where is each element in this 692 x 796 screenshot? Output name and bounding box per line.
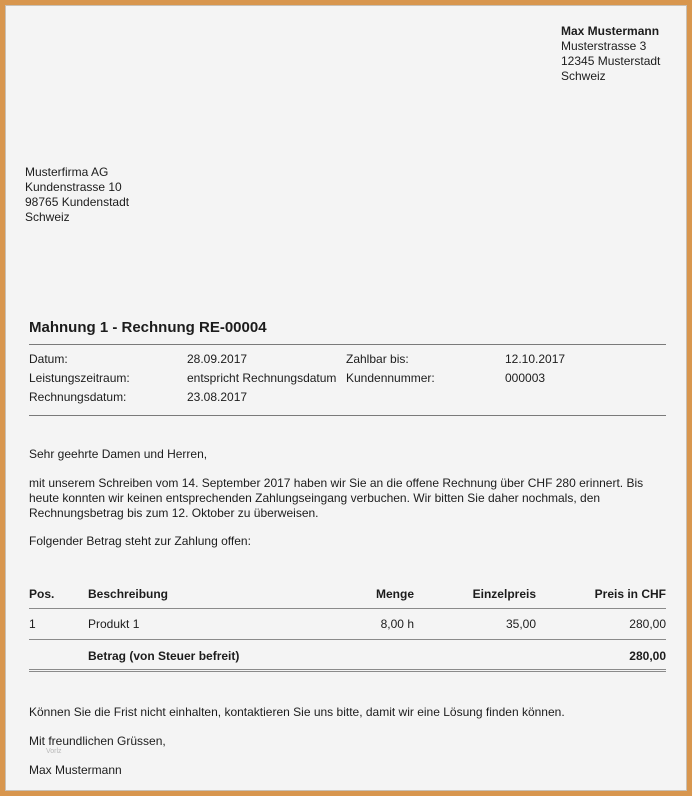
table-header-row: [29, 583, 666, 609]
rechnung-value: 23.08.2017: [187, 390, 248, 404]
col-pos: Pos.: [29, 583, 88, 609]
table-row: [29, 609, 666, 640]
recipient-street: Kundenstrasse 10: [25, 180, 122, 194]
recipient-city: 98765 Kundenstadt: [25, 195, 130, 209]
datum-value: 28.09.2017: [187, 352, 248, 366]
sender-name: Max Mustermann: [561, 24, 660, 38]
invoice-page: [5, 5, 687, 791]
items-table: [29, 583, 666, 672]
leistung-value: entspricht Rechnungsdatum: [187, 371, 337, 385]
regards: Mit freundlichen Grüssen,: [29, 734, 166, 748]
signature: Max Mustermann: [29, 763, 122, 777]
sender-street: Musterstrasse 3: [561, 39, 647, 53]
recipient-country: Schweiz: [25, 210, 70, 224]
col-menge: Menge: [294, 583, 414, 609]
title-divider: [29, 344, 666, 345]
kunde-label: Kundennummer:: [346, 371, 435, 385]
row-menge: 8,00 h: [294, 609, 414, 640]
document-title: Mahnung 1 - Rechnung RE-00004: [29, 319, 267, 336]
greeting: Sehr geehrte Damen und Herren,: [29, 447, 208, 461]
recipient-company: Musterfirma AG: [25, 165, 109, 179]
col-beschreibung: Beschreibung: [88, 583, 294, 609]
total-spacer: [29, 640, 88, 671]
datum-label: Datum:: [29, 352, 68, 366]
reminder-paragraph: mit unserem Schreiben vom 14. September 2017 haben wir Sie an die offene Rechnung über CHF 280 erinnert. Bis heute konnten wir keinen entsprechenden Zahlungseingang verbuchen. Wir bitten Sie daher nochmals, den Rechnungsbetrag bis zum 12. Oktober zu überweisen.: [29, 476, 644, 520]
closing-text: Können Sie die Frist nicht einhalten, kontaktieren Sie uns bitte, damit wir eine Lösung finden können.: [29, 705, 565, 719]
zahlbar-value: 12.10.2017: [505, 352, 566, 366]
row-einzelpreis: 35,00: [414, 609, 536, 640]
amount-intro: Folgender Betrag steht zur Zahlung offen:: [29, 534, 251, 548]
row-preis: 280,00: [536, 609, 666, 640]
total-row: [29, 640, 666, 671]
total-value: 280,00: [536, 640, 666, 671]
col-einzelpreis: Einzelpreis: [414, 583, 536, 609]
recipient-address: [25, 165, 129, 225]
sender-city: 12345 Musterstadt: [561, 54, 661, 68]
kunde-value: 000003: [505, 371, 546, 385]
col-preis: Preis in CHF: [536, 583, 666, 609]
total-label: Betrag (von Steuer befreit): [88, 640, 536, 671]
rechnung-label: Rechnungsdatum:: [29, 390, 127, 404]
watermark: Vorlz: [46, 748, 62, 755]
row-pos: 1: [29, 609, 88, 640]
zahlbar-label: Zahlbar bis:: [346, 352, 409, 366]
sender-address: [561, 24, 660, 84]
row-beschreibung: Produkt 1: [88, 609, 294, 640]
meta-divider: [29, 415, 666, 416]
leistung-label: Leistungszeitraum:: [29, 371, 130, 385]
sender-country: Schweiz: [561, 69, 606, 83]
